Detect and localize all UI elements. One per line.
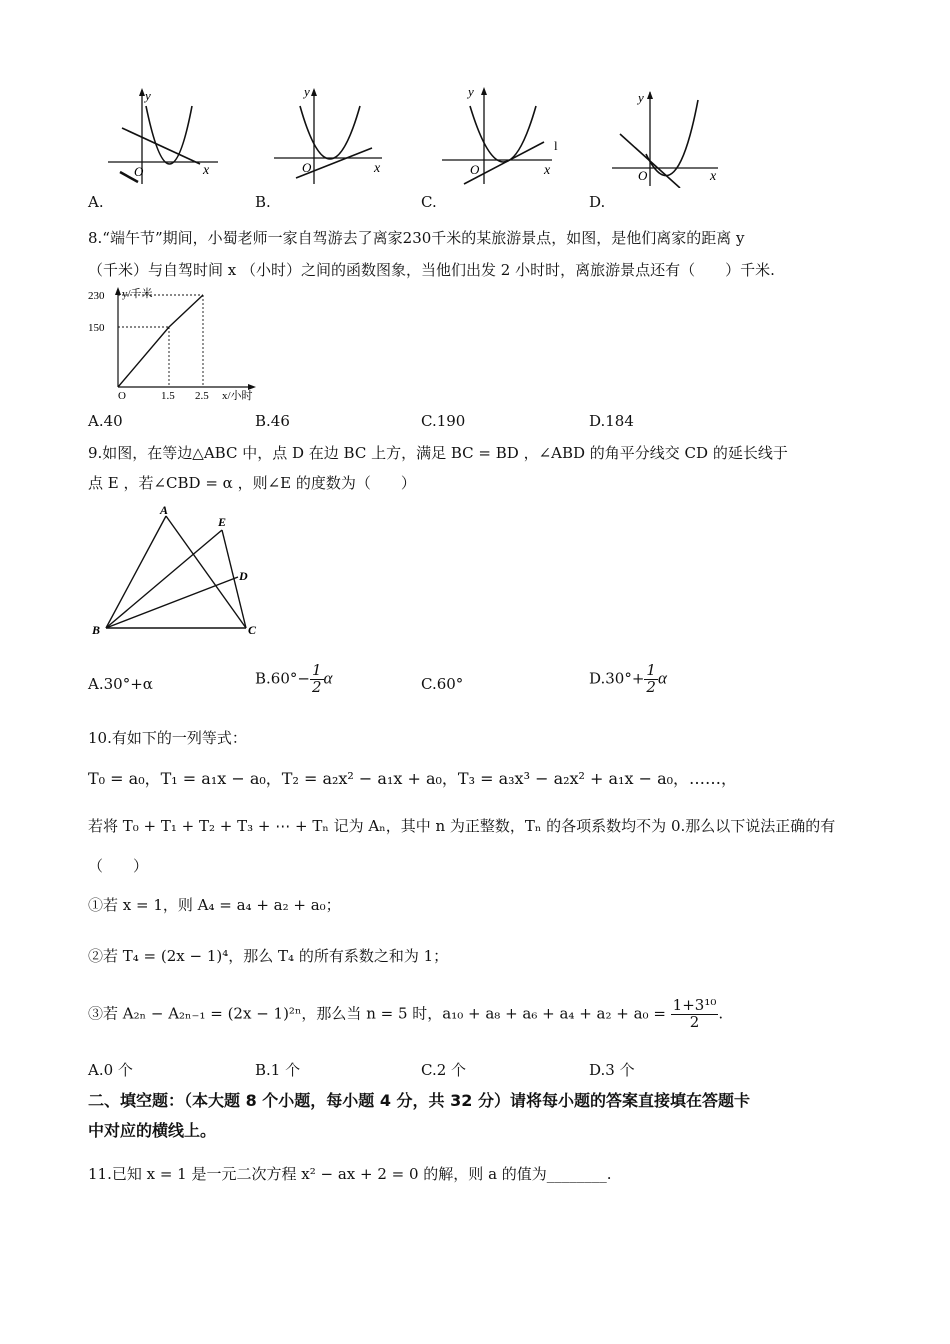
x-tick-2.5: 2.5	[195, 390, 209, 402]
q8-stem-line2: （千米）与自驾时间 x （小时）之间的函数图象，当他们出发 2 小时时，离旅游景点还有（ ）千米.	[88, 261, 775, 279]
q10-paren: （ ）	[88, 857, 149, 875]
q10-item1: ①若 x = 1，则 A₄ = a₄ + a₂ + a₀；	[88, 896, 341, 914]
q8-chart	[84, 283, 264, 405]
graph-d	[610, 90, 725, 188]
q10-item2: ②若 T₄ = (2x − 1)⁴，那么 T₄ 的所有系数之和为 1；	[88, 947, 449, 965]
q9-stem-line2: 点 E ，若∠CBD = α ，则∠E 的度数为（ ）	[88, 474, 416, 492]
q8-option-c: C.190	[421, 412, 466, 430]
graph-d-y-label: y	[638, 90, 644, 105]
graph-c-y-label: y	[468, 84, 474, 99]
q8-option-d: D.184	[589, 412, 634, 430]
y-tick-230: 230	[88, 290, 105, 302]
graph-a	[108, 86, 223, 186]
q8-stem-line1: 8.“端午节”期间，小蜀老师一家自驾游去了离家230千米的某旅游景点，如图，是他们离家的距离 y	[88, 229, 745, 247]
q9-label-a: A	[160, 503, 169, 517]
q9-label-b: B	[92, 623, 101, 637]
graph-d-x-label: x	[710, 169, 717, 184]
q7-option-a: A.	[88, 193, 104, 211]
section2-heading-line2: 中对应的横线上。	[88, 1121, 217, 1140]
q11-stem: 11.已知 x = 1 是一元二次方程 x² − ax + 2 = 0 的解，则 a 的值为________.	[88, 1165, 612, 1183]
q9-label-c: C	[248, 623, 257, 637]
q8-option-a: A.40	[88, 412, 123, 430]
series-line	[118, 295, 203, 387]
q9-label-d: D	[239, 569, 248, 583]
q10-option-d: D.3 个	[589, 1061, 635, 1079]
q10-option-b: B.1 个	[255, 1061, 301, 1079]
q10-option-a: A.0 个	[88, 1061, 133, 1079]
graph-b	[274, 86, 389, 186]
graph-a-y-label: y	[145, 88, 151, 103]
q9-option-b: B.60°− $\frac{1}{2}$ α	[255, 661, 333, 696]
q7-option-b: B.	[255, 193, 271, 211]
q10-equations: T₀ = a₀，T₁ = a₁x − a₀，T₂ = a₂x² − a₁x + a₀，T₃ = a₃x³ − a₂x² + a₁x − a₀，……，	[88, 769, 738, 788]
graph-c-line-label: l	[554, 138, 558, 153]
q10-title: 10.有如下的一列等式：	[88, 729, 247, 747]
q9-option-c: C.60°	[421, 675, 464, 693]
q7-option-c: C.	[421, 193, 437, 211]
q8-xlabel: x/小时	[222, 390, 253, 402]
graph-a-origin: O	[134, 164, 144, 179]
q8-option-b: B.46	[255, 412, 290, 430]
graph-b-x-label: x	[374, 161, 381, 176]
x-tick-1.5: 1.5	[161, 390, 175, 402]
section2-heading-line1: 二、填空题：（本大题 8 个小题，每小题 4 分，共 32 分）请将每小题的答案直接填在答题卡	[88, 1091, 750, 1110]
graph-b-y-label: y	[304, 86, 310, 99]
graph-d-origin: O	[638, 168, 648, 183]
q8-origin: O	[118, 390, 126, 402]
q9-label-e: E	[218, 515, 227, 529]
q7-option-d: D.	[589, 193, 606, 211]
graph-b-origin: O	[302, 160, 312, 175]
graph-a-x-label: x	[203, 163, 210, 178]
y-tick-150: 150	[88, 322, 105, 334]
q8-ylabel: y/千米	[122, 288, 153, 300]
q9-option-d: D.30°+ $\frac{1}{2}$ α	[589, 661, 667, 696]
q10-condition: 若将 T₀ + T₁ + T₂ + T₃ + ⋯ + Tₙ 记为 Aₙ，其中 n 为正整数，Tₙ 的各项系数均不为 0.那么以下说法正确的有	[88, 817, 836, 835]
q9-stem-line1: 9.如图，在等边△ABC 中，点 D 在边 BC 上方，满足 BC = BD ，∠ABD 的角平分线交 CD 的延长线于	[88, 444, 788, 462]
q10-option-c: C.2 个	[421, 1061, 467, 1079]
q9-option-a: A.30°+α	[88, 675, 153, 693]
graph-c	[440, 84, 565, 186]
graph-c-origin: O	[470, 162, 480, 177]
q10-item3: ③若 A₂ₙ − A₂ₙ₋₁ = (2x − 1)²ⁿ，那么当 n = 5 时，a₁₀ + a₈ + a₆ + a₄ + a₂ + a₀ = $\frac{\text{1+3¹⁰}}{2}$ .	[88, 996, 724, 1031]
q9-figure	[88, 500, 268, 645]
graph-c-x-label: x	[544, 163, 551, 178]
